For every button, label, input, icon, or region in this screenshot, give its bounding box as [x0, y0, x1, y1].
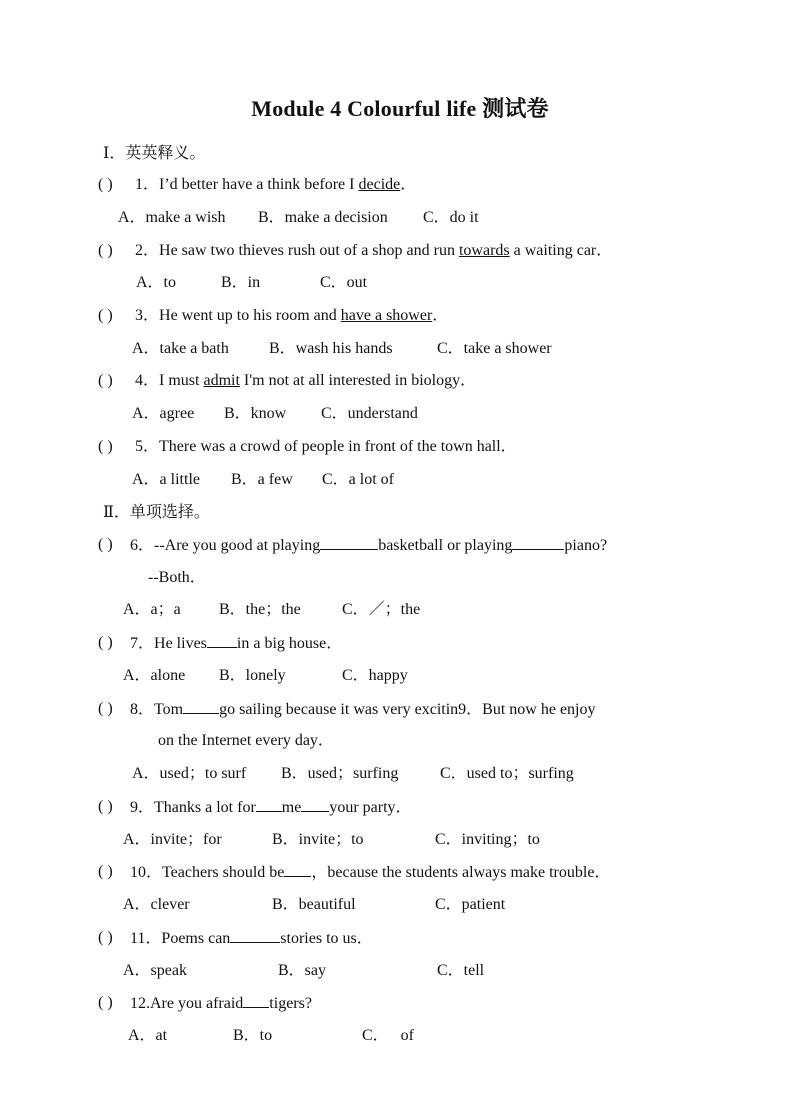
question-text-end: ． [432, 307, 449, 324]
option-c: C．used to；surfing [440, 765, 574, 782]
fill-blank[interactable] [207, 631, 237, 648]
question-text: Tom [154, 701, 184, 718]
fill-blank[interactable] [301, 795, 329, 812]
question-text: Thanks a lot for [154, 799, 256, 816]
option-c: C． of [362, 1027, 415, 1044]
option-b: B．know [224, 405, 287, 422]
answer-bracket[interactable]: ( ) [98, 929, 113, 946]
question-text-end: ． [400, 176, 417, 193]
underlined-word: decide [358, 176, 401, 193]
answer-bracket[interactable]: ( ) [98, 798, 113, 815]
question-number: 12. [130, 995, 150, 1012]
question-number: 1． [135, 176, 160, 193]
question-number: 6． [130, 537, 155, 554]
answer-bracket[interactable]: ( ) [98, 438, 113, 455]
option-a: A．speak [123, 962, 187, 979]
underlined-word: have a shower [340, 307, 433, 324]
question-text: Poems can [161, 930, 231, 947]
question-number: 10． [130, 864, 163, 881]
option-a: A．invite；for [123, 831, 222, 848]
question-number: 9． [130, 799, 155, 816]
option-b: B．used；surfing [281, 765, 399, 782]
fill-blank[interactable] [512, 533, 564, 550]
fill-blank[interactable] [183, 697, 219, 714]
question-text: tigers? [269, 995, 312, 1012]
question-number: 3． [135, 307, 160, 324]
option-a: A．a；a [123, 601, 181, 618]
answer-bracket[interactable]: ( ) [98, 994, 113, 1011]
option-a: A．clever [123, 896, 190, 913]
question-text: He went up to his room and [159, 307, 341, 324]
option-b: B．to [233, 1027, 273, 1044]
option-b: B．lonely [219, 667, 286, 684]
option-b: B．say [278, 962, 327, 979]
question-number: 8． [130, 701, 155, 718]
answer-bracket[interactable]: ( ) [98, 372, 113, 389]
answer-bracket[interactable]: ( ) [98, 700, 113, 717]
page-title: Module 4 Colourful life 测试卷 [251, 96, 549, 121]
option-c: C．a lot of [322, 471, 394, 488]
option-a: A．at [128, 1027, 168, 1044]
question-text: Are you afraid [150, 995, 244, 1012]
option-c: C．understand [321, 405, 418, 422]
option-a: A．make a wish [118, 209, 226, 226]
option-b: B．beautiful [272, 896, 356, 913]
question-text: There was a crowd of people in front of the town hall． [159, 438, 517, 455]
answer-bracket[interactable]: ( ) [98, 176, 113, 193]
question-text: stories to us． [280, 930, 373, 947]
section-heading-1: Ⅰ．英英释义。 [103, 145, 206, 162]
question-number: 11． [130, 930, 162, 947]
option-a: A．used；to surf [132, 765, 247, 782]
question-number: 2． [135, 242, 160, 259]
question-6-response: --Both． [148, 569, 206, 586]
question-number: 5． [135, 438, 160, 455]
question-text: He lives [154, 635, 207, 652]
option-c: C．happy [342, 667, 408, 684]
question-number: 7． [130, 635, 155, 652]
answer-bracket[interactable]: ( ) [98, 242, 113, 259]
option-c: C．／；the [342, 601, 421, 618]
option-a: A．agree [132, 405, 195, 422]
option-c: C．inviting；to [435, 831, 540, 848]
fill-blank[interactable] [284, 860, 311, 877]
option-b: B．the；the [219, 601, 301, 618]
question-text: in a big house． [236, 635, 343, 652]
question-text: piano? [564, 537, 608, 554]
question-text: Teachers should be [162, 864, 285, 881]
answer-bracket[interactable]: ( ) [98, 863, 113, 880]
option-c: C．out [320, 274, 368, 291]
option-a: A．take a bath [132, 340, 229, 357]
option-b: B．in [221, 274, 261, 291]
option-a: A．to [136, 274, 177, 291]
fill-blank[interactable] [230, 926, 280, 943]
question-text: basketball or playing [378, 537, 513, 554]
question-text: --Are you good at playing [154, 537, 321, 554]
answer-bracket[interactable]: ( ) [98, 536, 113, 553]
option-b: B．invite；to [272, 831, 364, 848]
fill-blank[interactable] [256, 795, 282, 812]
question-text-end: I'm not at all interested in biology． [239, 372, 477, 389]
question-text: I must [159, 372, 204, 389]
question-text: your party． [329, 799, 412, 816]
answer-bracket[interactable]: ( ) [98, 307, 113, 324]
option-b: B．make a decision [258, 209, 388, 226]
question-text: ，because the students always make trouble． [311, 864, 611, 881]
option-b: B．wash his hands [269, 340, 393, 357]
option-c: C．take a shower [437, 340, 552, 357]
fill-blank[interactable] [243, 991, 269, 1008]
fill-blank[interactable] [320, 533, 378, 550]
option-c: C．patient [435, 896, 506, 913]
question-text: I’d better have a think before I [159, 176, 359, 193]
answer-bracket[interactable]: ( ) [98, 634, 113, 651]
question-text: He saw two thieves rush out of a shop and run [159, 242, 459, 259]
option-c: C．tell [437, 962, 485, 979]
question-number: 4． [135, 372, 160, 389]
option-a: A．a little [132, 471, 200, 488]
question-text-end: a waiting car． [509, 242, 613, 259]
option-c: C．do it [423, 209, 479, 226]
question-8-continued: on the Internet every day． [158, 732, 334, 749]
option-a: A．alone [123, 667, 186, 684]
section-heading-2: Ⅱ．单项选择。 [103, 504, 210, 521]
option-b: B．a few [231, 471, 293, 488]
question-text: go sailing because it was very excitin9．But now he enjoy [219, 701, 596, 718]
question-text: me [281, 799, 302, 816]
underlined-word: towards [458, 242, 510, 259]
underlined-word: admit [203, 372, 240, 389]
